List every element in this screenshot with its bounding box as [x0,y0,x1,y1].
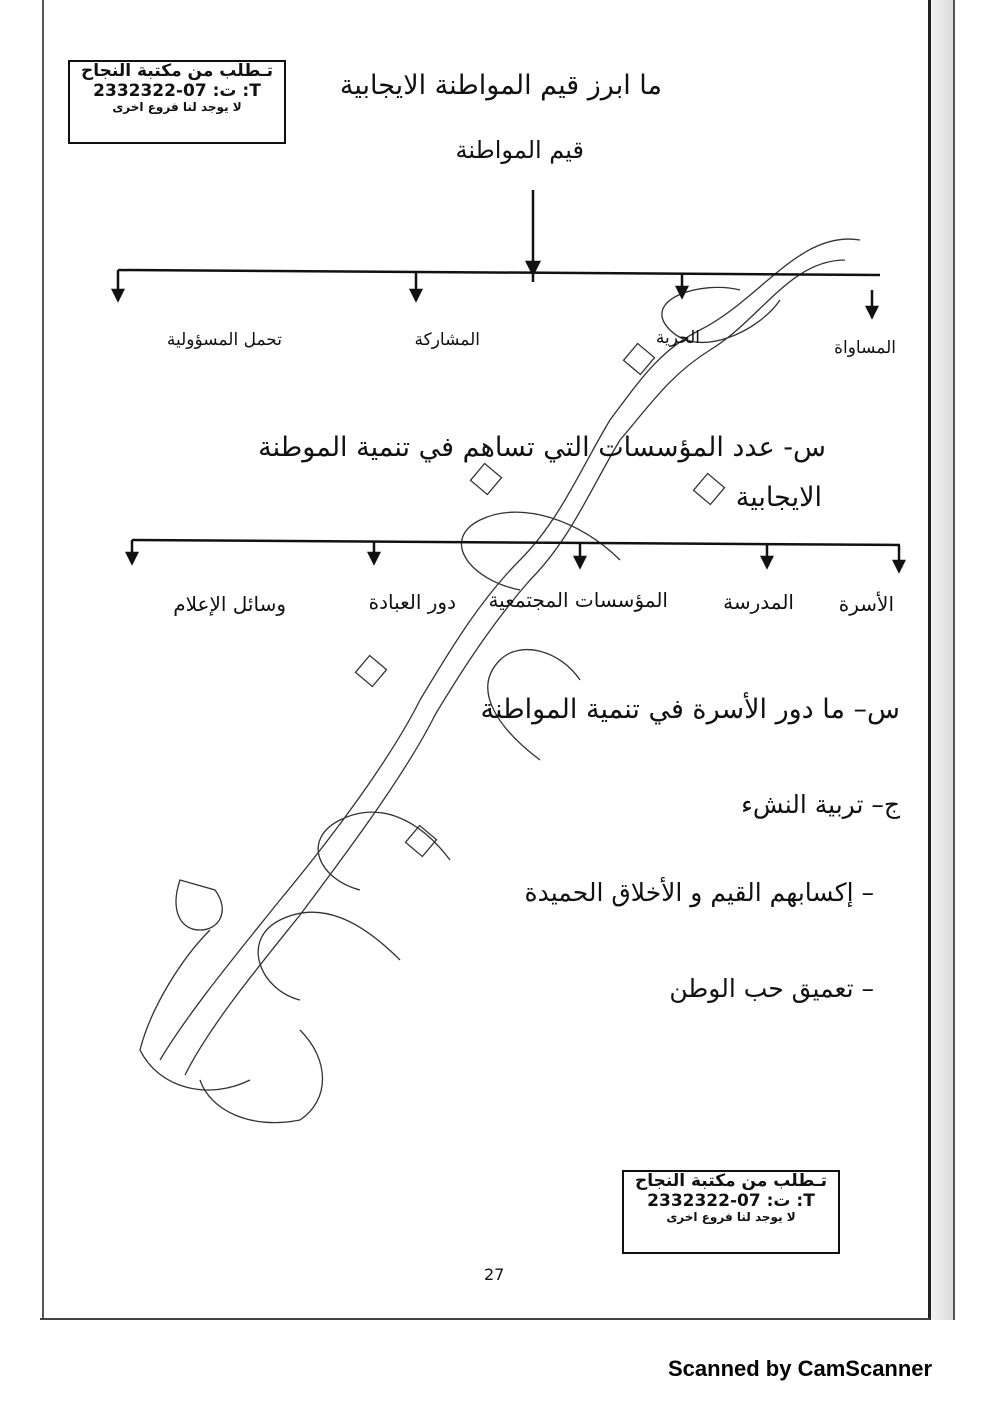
diagram1-question: ما ابرز قيم المواطنة الايجابية [339,70,662,101]
stamp-title: تـطلب من مكتبة النجاح [635,1171,827,1191]
diagram1-branch-equality: المساواة [834,338,896,358]
stamp-phone: ت: 07-2332322 :T [647,1190,815,1211]
diagram1-branch-freedom: الحرية [655,328,700,348]
diagram2-branch-family: الأسرة [838,592,894,616]
qa-point-2: – تعميق حب الوطن [669,974,874,1003]
qa-point-1: – إكسابهم القيم و الأخلاق الحميدة [524,878,874,907]
diagram2-branch-school: المدرسة [723,590,794,614]
diagram2-question-line1: س- عدد المؤسسات التي تساهم في تنمية الموطنة [258,432,826,463]
stamp-note: لا يوجد لنا فروع اخرى [666,1210,796,1225]
scanner-credit: Scanned by CamScanner [668,1356,933,1381]
library-stamp-bottom [622,1170,840,1254]
diagram1-branch-participation: المشاركة [414,330,480,350]
qa-question: س– ما دور الأسرة في تنمية المواطنة [480,694,900,725]
diagram2-branch-places-of-worship: دور العبادة [368,590,456,614]
diagram1-root: قيم المواطنة [455,136,584,164]
page-number: 27 [484,1265,505,1284]
qa-answer-intro: ج– تربية النشء [741,790,900,819]
diagram2-question-line2: الايجابية [735,482,822,513]
diagram1-branch-responsibility: تحمل المسؤولية [166,330,282,350]
diagram2-branch-community-institutions: المؤسسات المجتمعية [488,588,668,612]
stamp-phone: ت: 07-2332322 :T [93,80,261,101]
stamp-title: تـطلب من مكتبة النجاح [81,61,273,81]
stamp-note: لا يوجد لنا فروع اخرى [112,100,242,115]
diagram2-branch-media: وسائل الإعلام [173,592,286,616]
